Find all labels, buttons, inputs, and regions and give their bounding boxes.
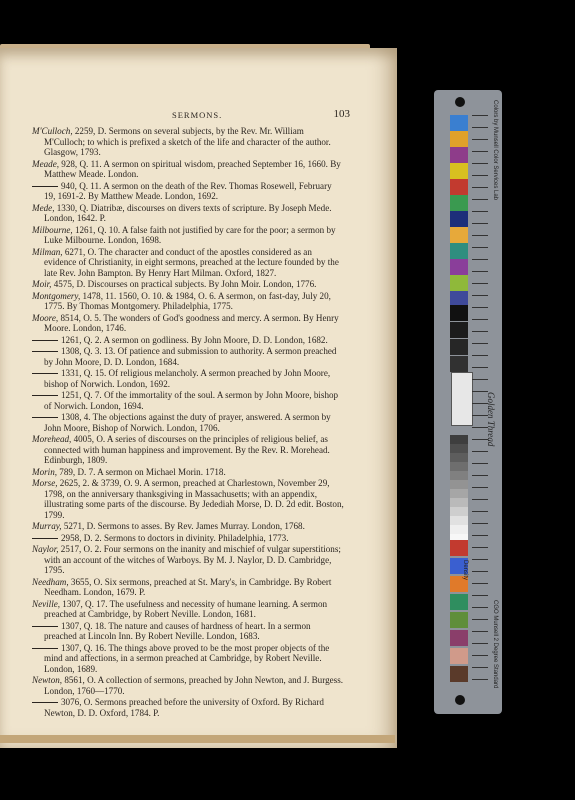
author-name: Naylor, bbox=[32, 544, 59, 554]
scale-tick bbox=[472, 571, 488, 572]
gray-patch bbox=[450, 322, 468, 338]
catalog-entry bbox=[32, 577, 344, 598]
author-name: Meade, bbox=[32, 158, 60, 169]
scale-tick bbox=[472, 679, 488, 680]
catalog-entry bbox=[32, 544, 344, 576]
catalog-entry bbox=[32, 279, 344, 290]
ditto-dash bbox=[32, 395, 58, 396]
color-patch bbox=[450, 612, 468, 628]
scale-tick bbox=[472, 223, 488, 224]
author-name: Milman, bbox=[32, 246, 63, 257]
author-name: Moir, bbox=[32, 279, 52, 289]
scale-tick bbox=[472, 655, 488, 656]
catalog-entry bbox=[32, 346, 344, 367]
scale-tick bbox=[472, 499, 488, 500]
scale-tick bbox=[472, 487, 488, 488]
scale-tick bbox=[472, 643, 488, 644]
author-name: Morse, bbox=[32, 478, 58, 488]
gray-patch bbox=[450, 356, 468, 372]
catalog-entry bbox=[32, 412, 344, 433]
catalog-entry bbox=[32, 434, 344, 466]
scale-tick bbox=[472, 247, 488, 248]
scale-tick bbox=[472, 163, 488, 164]
scale-tick bbox=[472, 187, 488, 188]
punch-hole-bottom bbox=[455, 695, 465, 705]
scale-tick bbox=[472, 127, 488, 128]
scale-tick bbox=[472, 175, 488, 176]
entry-text: 1307, Q. 16. The things above proved to be the most proper objects of the mind and affections, in a sermon preached at Cambridge, by Robert Neville. London, 1689. bbox=[44, 642, 330, 674]
entry-text: 2517, O. 2. Four sermons on the inanity and mischief of vulgar superstitions; with an account of the witches of Warboys. By M. J. Naylor, D. D. Cambridge, 1795. bbox=[44, 544, 341, 575]
scale-tick bbox=[472, 283, 488, 284]
catalog-entry bbox=[32, 368, 344, 389]
entry-text: 1478, 11. 1560, O. 10. & 1984, O. 6. A sermon, on fast-day, July 20, 1775. By Thomas Montgomery. Philadelphia, 1775. bbox=[44, 290, 331, 311]
scale-tick bbox=[472, 307, 488, 308]
entry-text: 8561, O. A collection of sermons, preached by John Newton, and J. Burgess. London, 1760—1770. bbox=[44, 675, 343, 696]
entry-text: 8514, O. 5. The wonders of God's goodness and mercy. A sermon. By Henry Moore. London, 1746. bbox=[44, 312, 339, 333]
ditto-dash bbox=[32, 626, 58, 627]
color-patch bbox=[450, 630, 468, 646]
catalog-entry bbox=[32, 291, 344, 312]
color-patch bbox=[450, 648, 468, 664]
catalog-entry bbox=[32, 697, 344, 718]
scale-tick bbox=[472, 523, 488, 524]
page-header bbox=[30, 110, 350, 124]
catalog-entry bbox=[32, 335, 344, 346]
author-name: Newton, bbox=[32, 675, 63, 685]
scale-tick bbox=[472, 619, 488, 620]
running-head: SERMONS. bbox=[172, 110, 223, 120]
checker-label-golden: Golden Thread bbox=[486, 392, 496, 447]
catalog-entry bbox=[32, 533, 344, 544]
catalog-entry bbox=[32, 478, 344, 520]
scale-tick bbox=[472, 379, 488, 380]
ditto-dash bbox=[32, 351, 58, 352]
entry-text: 1331, Q. 15. Of religious melancholy. A sermon preached by John Moore, bishop of Norwich. London, 1692. bbox=[44, 368, 331, 389]
entry-text: 4005, O. A series of discourses on the principles of religious belief, as connected with human happiness and improvement. By the Rev. R. Morehead. Edinburgh, 1809. bbox=[44, 434, 330, 465]
catalog-entry bbox=[32, 390, 344, 411]
author-name: Neville, bbox=[32, 598, 61, 609]
entry-text: 1308, Q. 3. 13. Of patience and submission to authority. A sermon preached by John Moore, D. D. London, 1684. bbox=[44, 346, 337, 367]
author-name: Needham, bbox=[32, 576, 69, 587]
color-patch bbox=[450, 243, 468, 259]
measurement-ruler bbox=[451, 372, 473, 426]
author-name: Moore, bbox=[32, 312, 59, 323]
scale-tick bbox=[472, 535, 488, 536]
entry-text: 1307, Q. 17. The usefulness and necessity of humane learning. A sermon preached at Cambridge, by Robert Neville. London, 1681. bbox=[44, 598, 328, 619]
color-patch bbox=[450, 131, 468, 147]
scale-tick bbox=[472, 607, 488, 608]
entry-text: 3655, O. Six sermons, preached at St. Mary's, in Cambridge. By Robert Needham. London, 1679. P. bbox=[44, 576, 332, 597]
color-patch bbox=[450, 115, 468, 131]
catalog-entry bbox=[32, 126, 344, 158]
entry-text: 1251, Q. 7. Of the immortality of the soul. A sermon by John Moore, bishop of Norwich. London, 1694. bbox=[44, 390, 339, 411]
scale-tick bbox=[472, 463, 488, 464]
scale-tick bbox=[472, 547, 488, 548]
scale-tick bbox=[472, 139, 488, 140]
scale-tick bbox=[472, 319, 488, 320]
author-name: Milbourne, bbox=[32, 224, 73, 235]
catalog-entry bbox=[32, 181, 344, 202]
entry-text: 2958, D. 2. Sermons to doctors in divinity. Philadelphia, 1773. bbox=[61, 532, 289, 543]
entry-text: 940, Q. 11. A sermon on the death of the Rev. Thomas Rosewell, February 19, 1691-2. By Matthew Meade. London, 1692. bbox=[44, 180, 332, 201]
scale-tick bbox=[472, 451, 488, 452]
ditto-dash bbox=[32, 702, 58, 703]
author-name: Mede, bbox=[32, 202, 55, 213]
author-name: Morin, bbox=[32, 466, 58, 477]
ditto-dash bbox=[32, 538, 58, 539]
gray-patch bbox=[450, 305, 468, 321]
scale-tick bbox=[472, 151, 488, 152]
catalog-entry bbox=[32, 203, 344, 224]
catalog-entry bbox=[32, 159, 344, 180]
ditto-dash bbox=[32, 186, 58, 187]
catalog-entry bbox=[32, 599, 344, 620]
entry-text: 1308, 4. The objections against the duty of prayer, answered. A sermon by John Moore, Bishop of Norwich. London, 1706. bbox=[44, 412, 331, 433]
color-patch bbox=[450, 163, 468, 179]
ditto-dash bbox=[32, 373, 58, 374]
color-patch bbox=[450, 275, 468, 291]
color-patch bbox=[450, 227, 468, 243]
scale-tick bbox=[472, 667, 488, 668]
entry-text: 3076, O. Sermons preached before the university of Oxford. By Richard Newton, D. D. Oxford, 1784. P. bbox=[44, 697, 324, 718]
scale-tick bbox=[472, 331, 488, 332]
ditto-dash bbox=[32, 340, 58, 341]
catalog-entry bbox=[32, 313, 344, 334]
entry-text: 5271, D. Sermons to asses. By Rev. James Murray. London, 1768. bbox=[61, 521, 305, 531]
entry-text: 1307, Q. 18. The nature and causes of hardness of heart. In a sermon preached at Lincoln Inn. By Robert Neville. London, 1683. bbox=[44, 620, 311, 641]
entry-text: 789, D. 7. A sermon on Michael Morin. 1718. bbox=[57, 466, 226, 477]
entry-text: 6271, O. The character and conduct of the apostles considered as an evidence of Christianity, in eight sermons, preached at the lecture founded by the late Rev. John Bampton. By Henry Hart Milman. Oxford, 1827. bbox=[44, 246, 339, 278]
entry-text: 4575, D. Discourses on practical subjects. By John Moir. London, 1776. bbox=[51, 279, 317, 289]
scale-tick bbox=[472, 199, 488, 200]
color-patch bbox=[450, 666, 468, 682]
catalog-entry bbox=[32, 225, 344, 246]
catalog-entry bbox=[32, 643, 344, 675]
entry-text: 2625, 2. & 3739, O. 9. A sermon, preached at Charlestown, November 29, 1798, on the anniversary thanksgiving in Massachusetts; with an appendix, illustrating some parts of the discourse. By Jedediah Morse, D. D. 2d edit. Boston, 1799. bbox=[44, 478, 344, 520]
entry-text: 1261, Q. 10. A false faith not justified by care for the poor; a sermon by Luke Milbourne. London, 1698. bbox=[44, 224, 336, 245]
scale-tick bbox=[472, 355, 488, 356]
scale-tick bbox=[472, 343, 488, 344]
color-patch bbox=[450, 594, 468, 610]
entry-text: 1330, Q. Diatribæ, discourses on divers texts of scripture. By Joseph Mede. London, 1642. P. bbox=[44, 202, 332, 223]
scale-tick bbox=[472, 475, 488, 476]
scale-tick bbox=[472, 211, 488, 212]
color-patch bbox=[450, 259, 468, 275]
scale-tick bbox=[472, 271, 488, 272]
ditto-dash bbox=[32, 648, 58, 649]
catalog-entry bbox=[32, 675, 344, 696]
page-bottom-edge bbox=[0, 735, 395, 743]
catalog-entries bbox=[32, 126, 344, 719]
gray-patch bbox=[450, 339, 468, 355]
catalog-entry bbox=[32, 247, 344, 279]
scale-tick bbox=[472, 235, 488, 236]
color-patch bbox=[450, 540, 468, 556]
color-patch bbox=[450, 179, 468, 195]
checker-label-bottom: CGO Munsell 2 Degree Standard bbox=[492, 600, 498, 689]
author-name: Murray, bbox=[32, 521, 62, 531]
scale-tick bbox=[472, 367, 488, 368]
entry-text: 2259, D. Sermons on several subjects, by the Rev. Mr. William M'Culloch; to which is prefixed a sketch of the life and character of the author. Glasgow, 1793. bbox=[44, 126, 331, 157]
scale-tick bbox=[472, 115, 488, 116]
scale-tick bbox=[472, 295, 488, 296]
catalog-entry bbox=[32, 467, 344, 478]
ditto-dash bbox=[32, 417, 58, 418]
checker-label-top: Colors by Munsell Color Services Lab bbox=[492, 100, 498, 201]
scale-tick bbox=[472, 595, 488, 596]
scale-tick bbox=[472, 559, 488, 560]
page-number: 103 bbox=[333, 108, 350, 120]
scale-tick bbox=[472, 259, 488, 260]
punch-hole-top bbox=[455, 97, 465, 107]
author-name: M'Culloch, bbox=[32, 126, 73, 136]
scale-tick bbox=[472, 631, 488, 632]
author-name: Morehead, bbox=[32, 434, 72, 444]
catalog-entry bbox=[32, 521, 344, 532]
color-patch bbox=[450, 147, 468, 163]
color-patch bbox=[450, 195, 468, 211]
entry-text: 1261, Q. 2. A sermon on godliness. By John Moore, D. D. London, 1682. bbox=[61, 334, 328, 345]
checker-label-density: Density bbox=[462, 560, 468, 581]
author-name: Montgomery, bbox=[32, 290, 81, 301]
scale-tick bbox=[472, 583, 488, 584]
entry-text: 928, Q. 11. A sermon on spiritual wisdom, preached September 16, 1660. By Matthew Meade. London. bbox=[44, 158, 341, 179]
scale-tick bbox=[472, 511, 488, 512]
color-patch bbox=[450, 211, 468, 227]
catalog-entry bbox=[32, 621, 344, 642]
